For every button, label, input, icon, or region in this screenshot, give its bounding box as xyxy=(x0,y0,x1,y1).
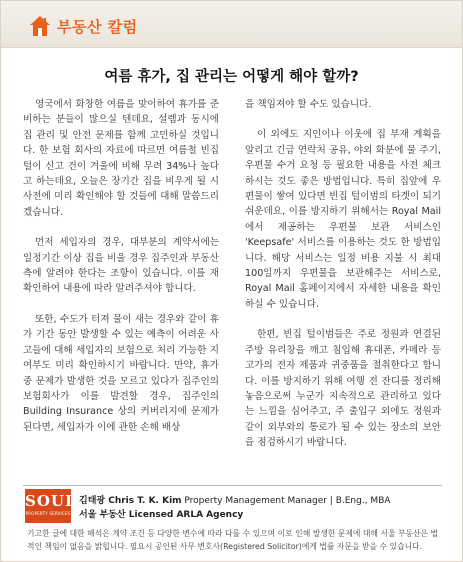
disclaimer: 기고한 글에 대한 해석은 계약 조건 등 다양한 변수에 따라 다를 수 있으며 이로 인해 발생한 문제에 대해 서울 부동산은 법적인 책임이 없음을 밝힙니다. 필요시 공인된 사무 변호사(Registered Solicitor)에게 법률 자문을 받을 수 있습니다. xyxy=(27,529,439,551)
paragraph: 영국에서 화창한 여름을 맞이하여 휴가를 준비하는 분들이 많으실 텐데요, 설렘과 동시에 집 관리 및 안전 문제를 함께 고민하실 것입니다. 한 보험 회사의 자료에 따르면 여름철 빈집 털이 신고 건이 겨울에 비해 무려 34%나 높다고 하는데요, 오늘은 장기간 집을 비우게 될 시 사전에 미리 확인해야 할 것들에 대해 말씀드리겠습니다. xyxy=(23,99,219,218)
paragraph: 먼저 세입자의 경우, 대부분의 계약서에는 일정기간 이상 집을 비울 경우 집주인과 부동산 측에 알려야 한다는 조항이 있습니다. 이를 재확인하여 내용에 따라 알려주셔야 합니다. xyxy=(23,237,219,295)
column-title: 부동산 칼럼 xyxy=(57,18,138,36)
author-name: 김태광 Chris T. K. Kim xyxy=(79,496,182,506)
company-name: 서울 부동산 Licensed ARLA Agency xyxy=(79,510,244,520)
paragraph-continued: 을 책임져야 할 수도 있습니다. xyxy=(245,99,372,110)
house-icon xyxy=(29,15,51,37)
logo-wordmark: SOUL xyxy=(25,492,77,510)
company-logo xyxy=(25,489,77,523)
column-header xyxy=(1,1,462,48)
left-column xyxy=(23,97,219,450)
author-title: Property Management Manager | B.Eng., MBA xyxy=(184,496,391,506)
author-byline xyxy=(79,493,391,506)
paragraph: 이 외에도 지인이나 이웃에 집 부재 계획을 알리고 긴급 연락처 공유, 야외 화분에 물 주기, 우편물 수거 요청 등 필요한 내용을 사전 체크하시는 것도 좋은 방법입니다. 특히 집앞에 우편물이 쌓여 있다면 빈집 털이범의 타겟이 되기 쉬운데요, 이를 방지하기 위해서는 Royal Mail에서 제공하는 우편물 보관 서비스인 'Keepsafe' 서비스를 이용하는 것도 한 방법입니다. 해당 서비스는 일정 비용 지불 시 최대 100일까지 우편물을 보관해주는 서비스로, Royal Mail 홈페이지에서 자세한 내용을 확인하실 수 있습니다. xyxy=(245,129,441,310)
right-column xyxy=(245,97,441,466)
paragraph: 한편, 빈집 털이범들은 주로 정원과 연결된 주방 유리창을 깨고 침입해 휴대폰, 카메라 등 고가의 전자 제품과 귀중품을 절취한다고 합니다. 이를 방지하기 위해 여행 전 잔디를 정리해 놓음으로써 누군가 지속적으로 관리하고 있다는 느낌을 심어주고, 주 출입구 외에도 정원과 같이 외부와의 통로가 될 수 있는 장소의 보안을 점검하시기 바랍니다. xyxy=(245,329,441,449)
logo-tagline: PROPERTY SERVICES xyxy=(25,511,71,516)
article-body xyxy=(23,97,442,475)
footer-divider xyxy=(23,485,442,486)
article-headline: 여름 휴가, 집 관리는 어떻게 해야 할까? xyxy=(104,69,359,85)
paragraph: 또한, 수도가 터져 물이 새는 경우와 같이 휴가 기간 동안 발생할 수 있는 예측이 어려운 사고들에 대해 세입자의 보험으로 처리 가능한 지 여부도 미리 확인하시기 바랍니다. 만약, 휴가 중 문제가 발생한 것을 모르고 있다가 집주인의 보험회사가 이를 발견할 경우, 집주인의 Building Insurance 상의 커버리지에 문제가 된다면, 세입자가 이에 관한 손해 배상 xyxy=(23,313,219,433)
